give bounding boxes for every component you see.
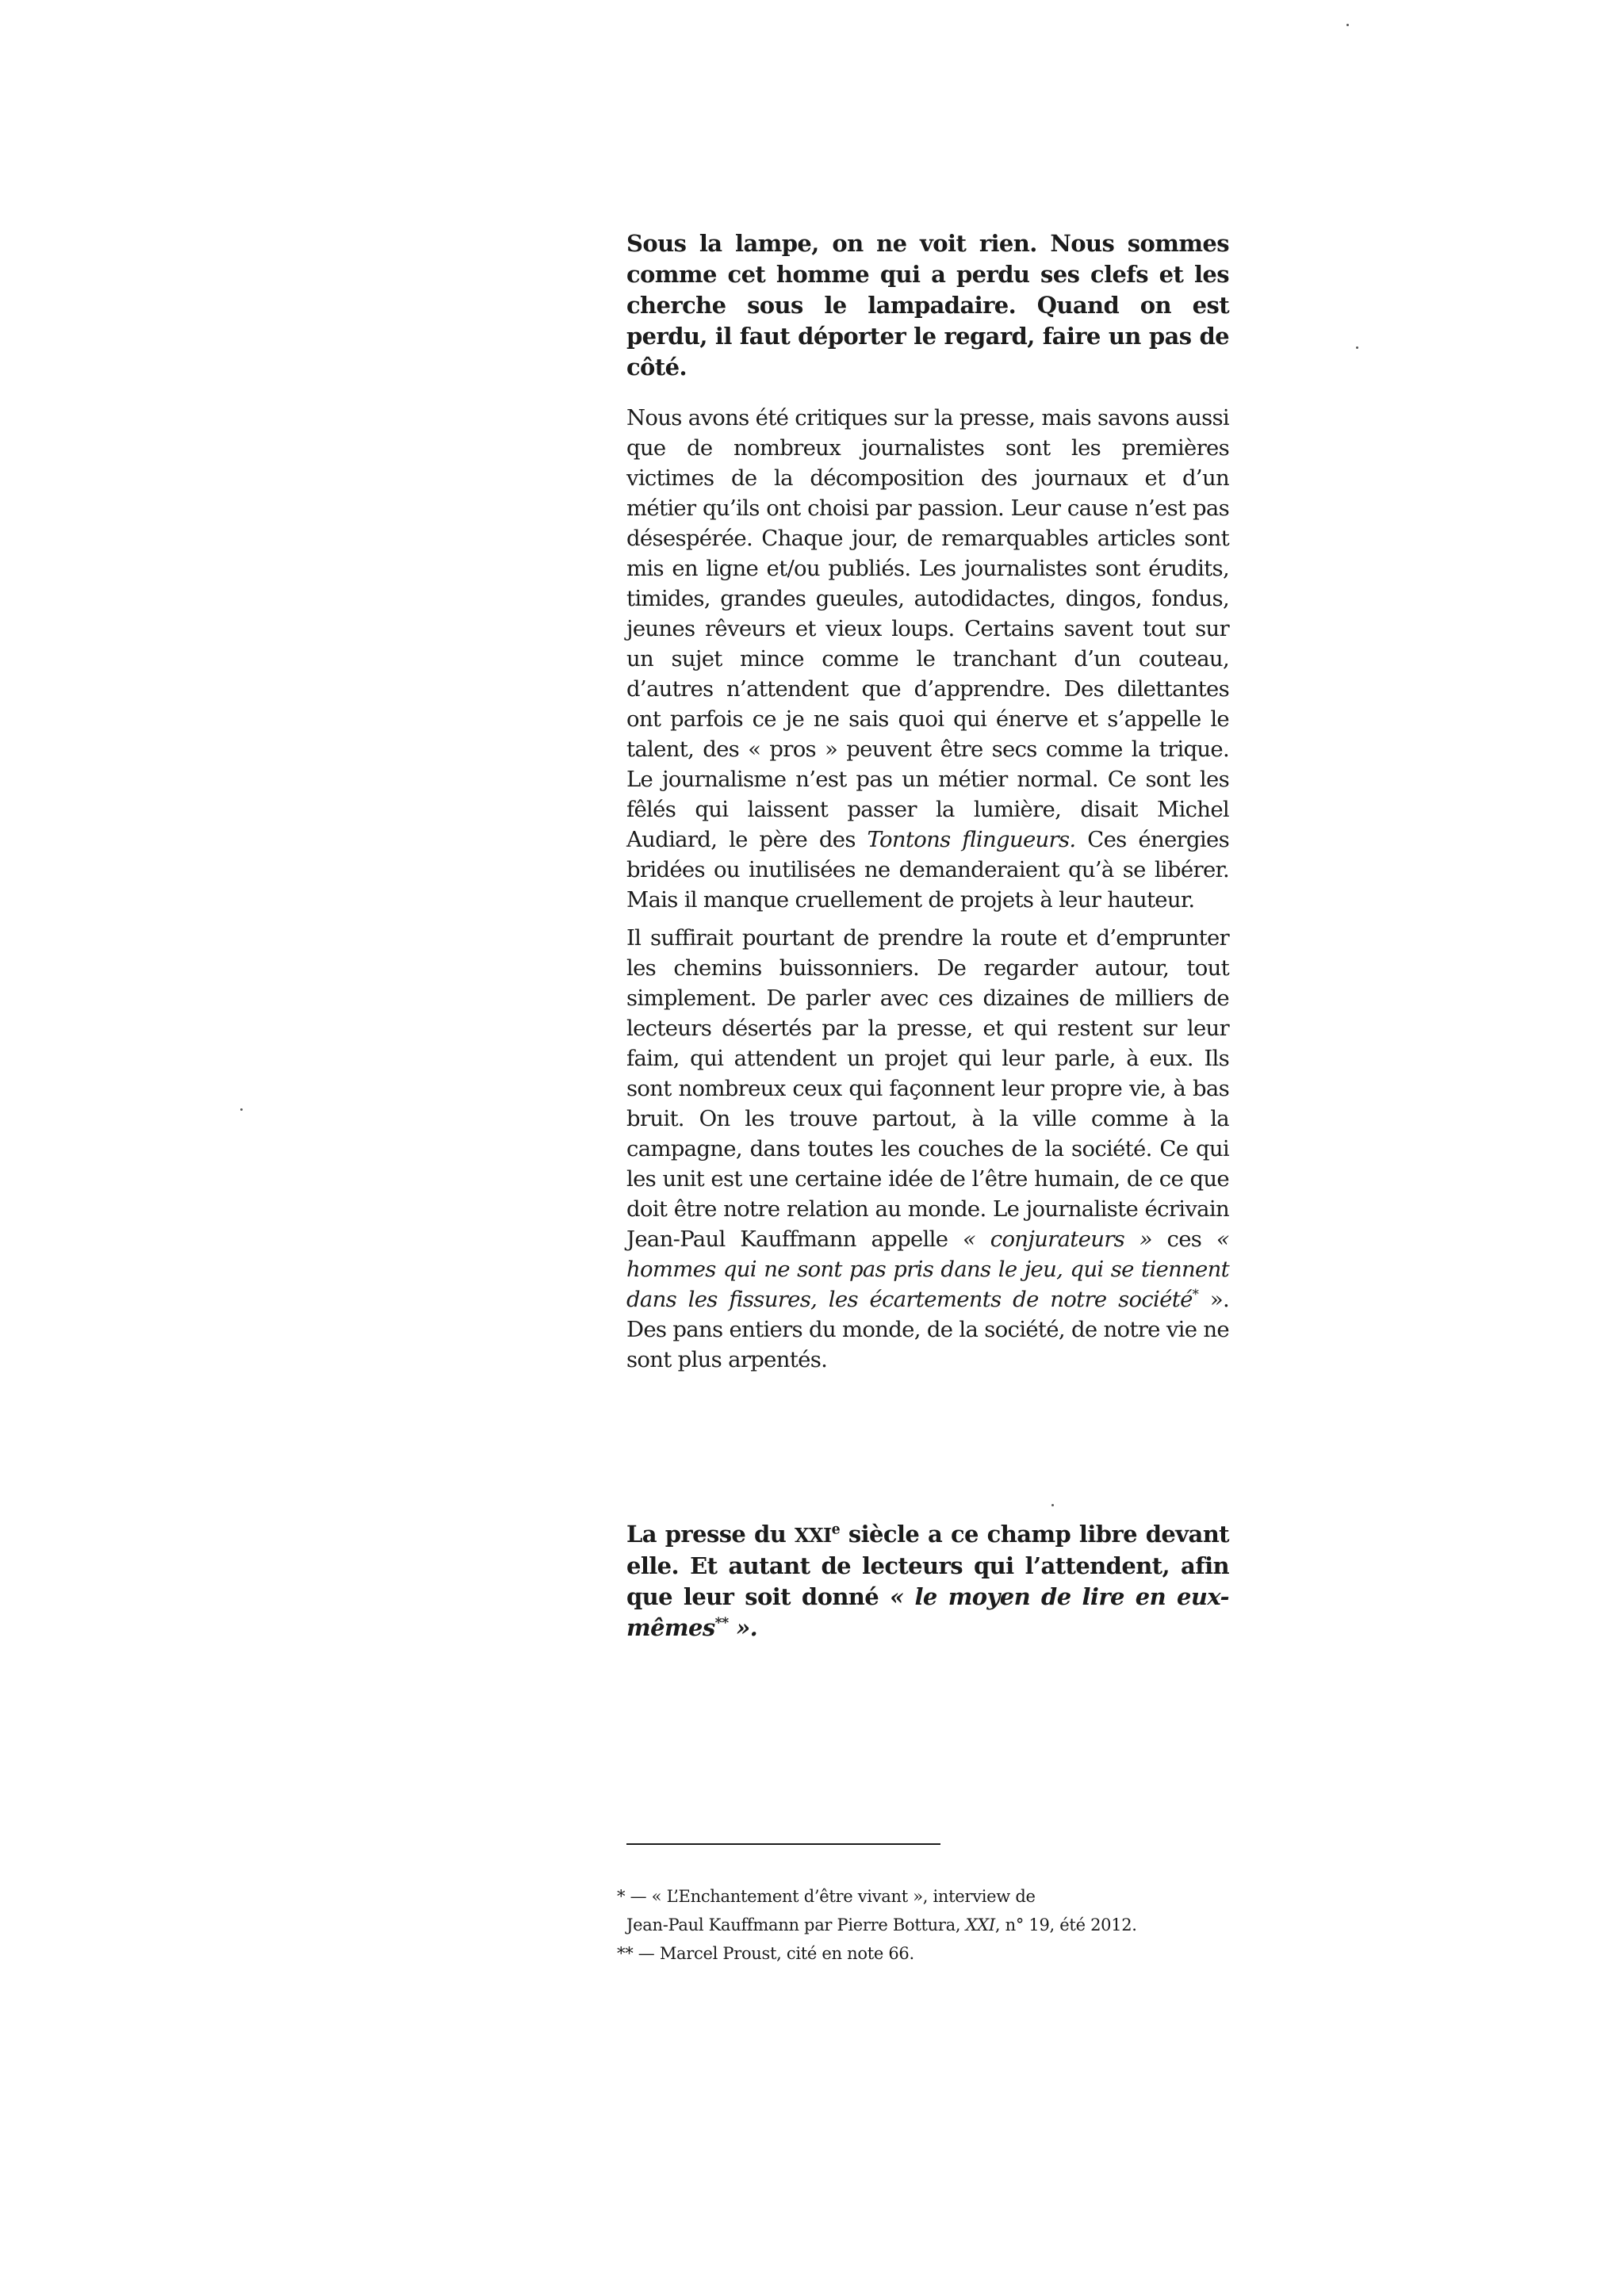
quote-conjurateurs: « conjurateurs » bbox=[962, 1226, 1152, 1252]
footnote-divider bbox=[626, 1843, 940, 1845]
body-paragraph-1-end: Ces énergies bridées ou inutilisées ne demanderaient qu’à se libérer. Mais il manque cruellement de projets à leur hauteur. bbox=[626, 827, 1229, 913]
magazine-title: XXI bbox=[965, 1915, 995, 1934]
footnote-1-line-2 bbox=[617, 1912, 1251, 1938]
lead-paragraph-bottom bbox=[626, 1519, 1229, 1644]
body-paragraph-1 bbox=[626, 403, 1229, 915]
scan-speck bbox=[1356, 346, 1358, 349]
footnote-1-line-1: * — « L’Enchantement d’être vivant », interview de bbox=[617, 1887, 1036, 1906]
body-text bbox=[626, 403, 1229, 1383]
footnote-marker: * bbox=[1192, 1286, 1199, 1302]
body-paragraph-2 bbox=[626, 923, 1229, 1375]
body-paragraph-1-text: Nous avons été critiques sur la presse, mais savons aussi que de nombreux journalistes sont les premières victimes de la décomposition des journaux et d’un métier qu’ils ont choisi par passion. Leur cause n’est pas désespérée. Chaque jour, de remarquables articles sont mis en ligne et/ou publiés. Les journalistes sont érudits, timides, grandes gueules, autodidactes, dingos, fondus, jeunes rêveurs et vieux loups. Certains savent tout sur un sujet mince comme le tranchant d’un couteau, d’autres n’attendent que d’apprendre. Des dilettantes ont parfois ce je ne sais quoi qui énerve et s’appelle le talent, des « pros » peuvent être secs comme la trique. Le journalisme n’est pas un métier normal. Ce sont les fêlés qui laissent passer la lumière, disait Michel Audiard, le père des bbox=[626, 405, 1229, 852]
body-paragraph-2-mid: ces bbox=[1151, 1226, 1216, 1252]
scan-speck bbox=[240, 1108, 243, 1111]
quote-kauffmann: « hommes qui ne sont pas pris dans le jeu, qui se tiennent dans les fissures, les écartements de notre société bbox=[626, 1226, 1229, 1312]
lead-paragraph-top: Sous la lampe, on ne voit rien. Nous sommes comme cet homme qui a perdu ses clefs et les cherche sous le lampadaire. Quand on est perdu, il faut déporter le regard, faire un pas de côté. bbox=[626, 230, 1229, 381]
scan-speck bbox=[1346, 24, 1349, 26]
proust-quote: « le moyen de lire en eux-mêmes bbox=[626, 1583, 1229, 1641]
century-superscript: e bbox=[831, 1521, 841, 1538]
footnotes bbox=[617, 1884, 1251, 1969]
footnote-1-issue: , n° 19, été 2012. bbox=[994, 1915, 1137, 1934]
lead-bottom-part1: La presse du bbox=[626, 1521, 795, 1548]
footnote-marker: ** bbox=[714, 1615, 729, 1632]
footnote-1-text: Jean-Paul Kauffmann par Pierre Bottura, bbox=[626, 1915, 966, 1934]
century-numeral: XXI bbox=[794, 1524, 832, 1547]
scan-speck bbox=[1051, 1504, 1054, 1506]
footnote-2: ** — Marcel Proust, cité en note 66. bbox=[617, 1944, 914, 1963]
body-paragraph-2-text: Il suffirait pourtant de prendre la route et d’emprunter les chemins buissonniers. De regarder autour, tout simplement. De parler avec ces dizaines de milliers de lecteurs désertés par la presse, et qui restent sur leur faim, qui attendent un projet qui leur parle, à eux. Ils sont nombreux ceux qui façonnent leur propre vie, à bas bruit. On les trouve partout, à la ville comme à la campagne, dans toutes les couches de la société. Ce qui les unit est une certaine idée de l’être humain, de ce que doit être notre relation au monde. Le journaliste écrivain Jean-Paul Kauffmann appelle bbox=[626, 925, 1229, 1252]
body-paragraph-2-end: ». Des pans entiers du monde, de la société, de notre vie ne sont plus arpentés. bbox=[626, 1287, 1229, 1372]
proust-quote-close: ». bbox=[728, 1614, 758, 1641]
film-title: Tontons flingueurs. bbox=[867, 827, 1076, 852]
lead-bottom-part2: siècle a ce champ libre devant elle. Et autant de lecteurs qui l’attendent, afin que leur soit donné bbox=[626, 1521, 1229, 1610]
